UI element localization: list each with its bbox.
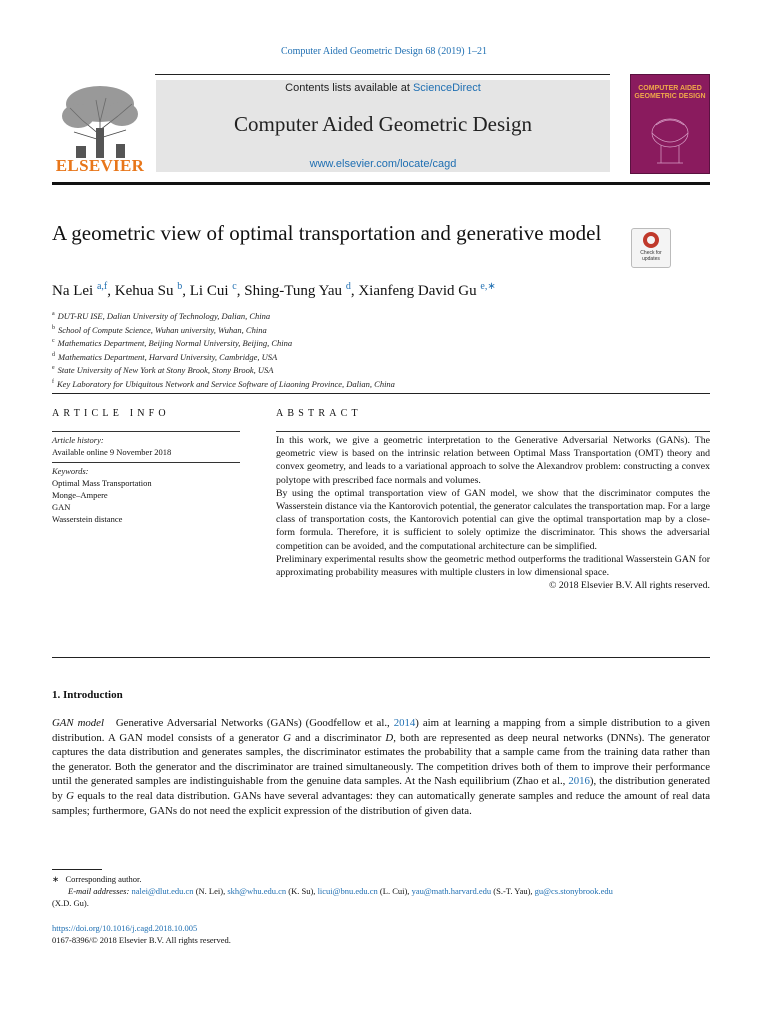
author-affiliation-link[interactable]: b <box>177 281 183 292</box>
email-label: E-mail addresses: <box>68 886 130 896</box>
contents-line <box>156 82 610 94</box>
abstract-panel <box>276 408 710 591</box>
footnote-marker: ∗ <box>52 874 60 884</box>
author-name: Xianfeng David Gu <box>358 283 477 299</box>
paper-title: A geometric view of optimal transportation and generative model <box>52 221 602 245</box>
elsevier-tree-icon <box>52 80 148 160</box>
keyword-item: Monge–Ampere <box>52 490 108 500</box>
email-owner: (X.D. Gu). <box>52 898 89 908</box>
section-divider <box>52 657 710 658</box>
abstract-copyright: © 2018 Elsevier B.V. All rights reserved. <box>549 580 710 592</box>
abstract-body <box>276 434 710 579</box>
section-divider <box>52 393 710 394</box>
email-link[interactable]: yau@math.harvard.edu <box>411 886 492 896</box>
text-run: Generative Adversarial Networks (GANs) (Goodfellow et al., <box>115 717 394 729</box>
math-variable: D <box>385 731 394 744</box>
keywords-label: Keywords: <box>52 466 89 476</box>
info-rule <box>52 431 240 432</box>
abstract-heading: ABSTRACT <box>276 408 362 419</box>
author-name: Li Cui <box>189 283 229 299</box>
article-info-panel <box>52 408 240 525</box>
cover-title: COMPUTER AIDED GEOMETRIC DESIGN <box>634 85 706 100</box>
affiliation-key: d <box>52 351 55 358</box>
affiliation-key: a <box>52 311 55 317</box>
affiliation-key: b <box>52 324 55 331</box>
author-affiliation-link[interactable]: a,f <box>96 281 108 292</box>
author-affiliation-link[interactable]: d <box>345 281 351 292</box>
text-run: and a discriminator <box>290 731 386 744</box>
email-link[interactable]: nalei@dlut.edu.cn <box>131 886 194 896</box>
affiliation-text: Mathematics Department, Harvard University, Cambridge, USA <box>58 351 278 362</box>
email-link[interactable]: licui@bnu.edu.cn <box>317 886 378 896</box>
keyword-item: Wasserstein distance <box>52 514 123 524</box>
contents-prefix: Contents lists available at <box>285 82 413 94</box>
affiliation-key: f <box>52 378 54 385</box>
email-link[interactable]: gu@cs.stonybrook.edu <box>534 886 613 896</box>
check-for-updates-label: Check for updates <box>640 250 662 262</box>
header-bottom-rule <box>52 182 710 185</box>
footnote-rule <box>52 869 102 870</box>
journal-cover-image[interactable] <box>630 74 710 174</box>
author-name: Kehua Su <box>114 283 174 299</box>
affiliation-text: State University of New York at Stony Brook, Stony Brook, USA <box>57 364 274 375</box>
citation-link[interactable]: 2016 <box>568 775 590 788</box>
info-rule <box>52 462 240 463</box>
citation-link[interactable]: 2014 <box>393 717 416 729</box>
article-history-label: Article history: <box>52 435 104 445</box>
email-owner: (N. Lei), <box>195 886 228 896</box>
affiliation-text: Key Laboratory for Ubiquitous Network and Service Software of Liaoning Province, Dalian, China <box>57 378 395 389</box>
author-name: Na Lei <box>52 283 94 299</box>
abstract-rule <box>276 431 710 432</box>
affiliation-item <box>52 309 692 323</box>
footnote <box>52 873 710 909</box>
math-variable: G <box>66 789 74 802</box>
doi-block <box>52 922 231 946</box>
journal-reference-link[interactable]: Computer Aided Geometric Design 68 (2019) 1–21 <box>280 46 488 57</box>
text-run: ) aim at learning a mapping from a simple distribution to a given distribution. A GAN model consists of a generator <box>52 717 710 744</box>
author-affiliation-link[interactable]: e,∗ <box>480 281 496 292</box>
crossmark-icon <box>643 232 659 248</box>
cover-art-icon <box>631 111 709 171</box>
sciencedirect-link[interactable]: ScienceDirect <box>412 82 481 94</box>
email-owner: (K. Su), <box>288 886 318 896</box>
text-run: ), the distribution generated by <box>52 775 710 802</box>
affiliation-item <box>52 363 692 377</box>
author-affiliation-link[interactable]: c <box>232 281 237 292</box>
publisher-wordmark: ELSEVIER <box>55 156 145 175</box>
doi-link[interactable]: https://doi.org/10.1016/j.cagd.2018.10.005 <box>52 923 198 933</box>
abstract-paragraph: In this work, we give a geometric interpretation to the Generative Adversarial Networks (GANs). The geometric view is based on the intrinsic relation between Optimal Mass Transportation (OMT) theory and convex geometry, and leads to a variational approach to solve the Alexandrov problem: constructing a convex polytope with prescribed face normals and volumes. <box>276 435 710 486</box>
email-owner: (S.-T. Yau), <box>493 886 535 896</box>
email-owner: (L. Cui), <box>379 886 412 896</box>
journal-banner <box>156 80 610 172</box>
introduction-paragraph <box>52 716 710 818</box>
author-list: Na Lei $^{a,f}$, Kehua Su $^b$, Li Cui $^c$, Shing-Tung Yau $^d$, Xianfeng David Gu $^{e,∗}$ <box>52 281 496 299</box>
article-history-value: Available online 9 November 2018 <box>52 447 172 457</box>
run-in-heading: GAN model <box>52 717 104 729</box>
abstract-paragraph: By using the optimal transportation view of GAN model, we show that the discriminator computes the Wasserstein distance via the Kantorovich potential, the generator calculates the transportation map. For a large class of transportation costs, the Kantorovich potential can give the optimal transportation map by a close-form formula. Therefore, it is sufficient to solely optimize the discriminator. This shows the adversarial competition can be avoided, and the computational architecture can be simplified. <box>276 487 710 552</box>
affiliation-key: c <box>52 338 55 345</box>
affiliation-item <box>52 350 692 364</box>
text-run: , both are represented as deep neural networks (DNNs). The generator captures the data distribution and generates samples, the discriminator estimates the probability that a sample came from the training data rather than the generator. Both the generator and the discriminator are trained simultaneously. The competition drives both of them to improve their performance until the generated samples are indistinguishable from the genuine data samples. At the Nash equilibrium (Zhao et al., <box>52 731 711 788</box>
author-name: Shing-Tung Yau <box>244 283 343 299</box>
email-link[interactable]: skh@whu.edu.cn <box>227 886 287 896</box>
abstract-paragraph: Preliminary experimental results show the geometric method outperforms the traditional Wasserstein GAN for approximating probability measures with multiple clusters in low dimensional space. <box>276 553 710 579</box>
journal-title: Computer Aided Geometric Design <box>233 112 533 136</box>
text-run: equals to the real data distribution. GANs have several advantages: they can automatically generate samples and reduce the amount of real data samples; furthermore, GANs do not need the explicit expression of the distribution of given data. <box>52 789 711 817</box>
journal-url-link[interactable]: www.elsevier.com/locate/cagd <box>309 158 457 170</box>
affiliation-list <box>52 309 692 390</box>
affiliation-item <box>52 336 692 350</box>
math-variable: G <box>283 731 291 744</box>
keyword-item: Optimal Mass Transportation <box>52 478 152 488</box>
article-info-heading: ARTICLE INFO <box>52 408 170 419</box>
affiliation-text: DUT-RU ISE, Dalian University of Technology, Dalian, China <box>57 310 271 321</box>
elsevier-logo[interactable] <box>52 80 148 178</box>
affiliation-text: Mathematics Department, Beijing Normal University, Beijing, China <box>57 337 293 348</box>
section-heading: 1. Introduction <box>52 689 123 701</box>
affiliation-item <box>52 377 692 391</box>
header-top-rule <box>155 74 610 75</box>
issn-copyright: 0167-8396/© 2018 Elsevier B.V. All rights reserved. <box>52 935 231 945</box>
check-for-updates-button[interactable] <box>631 228 671 268</box>
affiliation-text: School of Compute Science, Wuhan university, Wuhan, China <box>58 324 267 335</box>
affiliation-key: e <box>52 365 55 372</box>
corresponding-author-note: Corresponding author. <box>65 874 142 884</box>
affiliation-item <box>52 323 692 337</box>
keyword-item: GAN <box>52 502 71 512</box>
